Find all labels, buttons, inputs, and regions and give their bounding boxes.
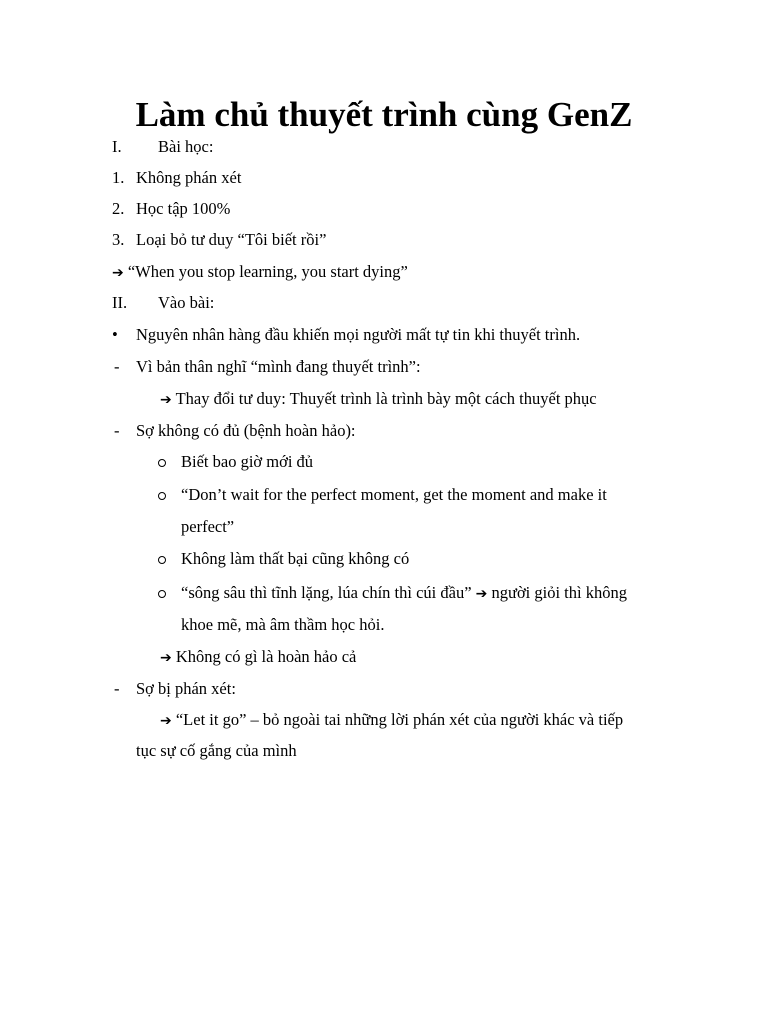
sub-item: “Don’t wait for the perfect moment, get the moment and make it [181, 485, 607, 504]
circle-bullet-icon [158, 549, 168, 569]
bullet-item: Nguyên nhân hàng đầu khiến mọi người mất tự tin khi thuyết trình. [136, 325, 581, 344]
arrow-line [160, 389, 597, 410]
arrow-line [160, 647, 356, 668]
dash-icon: - [114, 357, 120, 376]
arrow-line [160, 710, 623, 731]
arrow-icon: ➔ [160, 713, 172, 729]
document-title: Làm chủ thuyết trình cùng GenZ [135, 95, 633, 134]
arrow-icon: ➔ [160, 650, 172, 666]
section-2-heading: Vào bài: [158, 293, 215, 312]
arrow-icon: ➔ [112, 265, 124, 281]
sub-item-continuation: khoe mẽ, mà âm thầm học hỏi. [181, 615, 385, 634]
arrow-icon: ➔ [475, 586, 488, 602]
list-item: Loại bỏ tư duy “Tôi biết rồi” [136, 230, 327, 249]
arrow-text-continuation: tục sự cố gắng của mình [136, 741, 297, 760]
list-item: Không phán xét [136, 168, 242, 187]
section-1-heading: Bài học: [158, 137, 214, 156]
arrow-icon: ➔ [160, 392, 172, 408]
sub-item [181, 583, 627, 604]
circle-bullet-icon [158, 583, 168, 603]
dash-icon: - [114, 421, 120, 440]
sub-item: Biết bao giờ mới đủ [181, 452, 314, 471]
list-item-number: 2. [112, 199, 125, 218]
arrow-text: “Let it go” – bỏ ngoài tai những lời phán xét của người khác và tiếp [175, 710, 624, 729]
quote-line [112, 262, 408, 283]
circle-bullet-icon [158, 485, 168, 505]
section-2-numeral: II. [112, 293, 128, 312]
proverb-meaning: người giỏi thì không [491, 583, 627, 602]
dash-item: Vì bản thân nghĩ “mình đang thuyết trình”: [136, 357, 421, 376]
quote-text: “When you stop learning, you start dying” [127, 262, 408, 281]
dash-item: Sợ không có đủ (bệnh hoàn hảo): [136, 421, 356, 440]
dash-icon: - [114, 679, 120, 698]
arrow-text: Thay đổi tư duy: Thuyết trình là trình bày một cách thuyết phục [175, 389, 597, 408]
list-item-number: 3. [112, 230, 125, 249]
bullet-icon: • [112, 325, 118, 344]
list-item-number: 1. [112, 168, 125, 187]
list-item: Học tập 100% [136, 199, 231, 218]
circle-bullet-icon [158, 452, 168, 472]
proverb-text: “sông sâu thì tĩnh lặng, lúa chín thì cúi đầu” [181, 583, 472, 602]
dash-item: Sợ bị phán xét: [136, 679, 236, 698]
sub-item: Không làm thất bại cũng không có [181, 549, 410, 568]
sub-item-continuation: perfect” [181, 517, 235, 536]
section-1-numeral: I. [112, 137, 122, 156]
arrow-text: Không có gì là hoàn hảo cả [175, 647, 357, 666]
